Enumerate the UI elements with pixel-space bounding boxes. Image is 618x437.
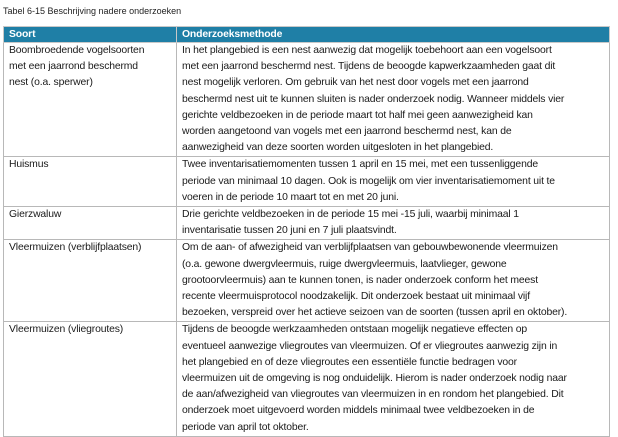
text-line: nest mogelijk verloren. Om gebruik van het nest door vogels met een jaarrond xyxy=(182,77,529,89)
text-line: gerichte veldbezoeken in de periode maart tot half mei geen aanwezigheid kan xyxy=(182,109,533,121)
research-table xyxy=(3,26,610,437)
text-line: Tijdens de beoogde werkzaamheden ontstaan mogelijk negatieve effecten op xyxy=(182,324,528,336)
soort-cell xyxy=(4,43,177,157)
table-row xyxy=(4,43,610,157)
text-line: met een jaarrond beschermd nest. Tijdens de beoogde kapwerkzaamheden gaat dit xyxy=(182,61,556,73)
table-row xyxy=(4,240,610,322)
soort-cell xyxy=(4,240,177,322)
header-soort: Soort xyxy=(4,27,177,43)
text-line: inventarisatie tussen 20 juni en 7 juli plaatsvindt. xyxy=(182,225,397,237)
text-line: Om de aan- of afwezigheid van verblijfplaatsen van gebouwbewonende vleermuizen xyxy=(182,242,558,254)
text-line: nest (o.a. sperwer) xyxy=(9,77,93,89)
text-line: vleermuizen uit de omgeving is nog onduidelijk. Hierom is nader onderzoek nodig naar xyxy=(182,373,567,385)
text-line: periode van minimaal 10 dagen. Ook is mogelijk om vier inventarisatiemoment uit te xyxy=(182,175,555,187)
text-line: (o.a. gewone dwergvleermuis, ruige dwergvleermuis, laatvlieger, gewone xyxy=(182,258,507,270)
text-line: Drie gerichte veldbezoeken in de periode 15 mei -15 juli, waarbij minimaal 1 xyxy=(182,209,519,221)
text-line: periode van april tot oktober. xyxy=(182,421,309,433)
table-row xyxy=(4,207,610,240)
text-line: aanwezigheid van deze soorten worden uitgesloten in het plangebied. xyxy=(182,142,494,154)
soort-cell xyxy=(4,207,177,240)
text-line: Huismus xyxy=(9,159,49,171)
table-header-row xyxy=(4,27,610,43)
text-line: Gierzwaluw xyxy=(9,209,62,221)
text-line: voeren in de periode 10 maart tot en met 20 juni. xyxy=(182,191,399,203)
text-line: beschermd nest uit te kunnen sluiten is nader onderzoek nodig. Wanneer middels vier xyxy=(182,93,565,105)
methode-cell xyxy=(177,43,610,157)
soort-cell xyxy=(4,322,177,436)
text-line: grootoorvleermuis) aan te kunnen tonen, is nader onderzoek conform het meest xyxy=(182,274,538,286)
text-line: eventueel aanwezige vliegroutes van vleermuizen. Of er vliegroutes aanwezig zijn in xyxy=(182,340,558,352)
text-line: worden aangetoond van vogels met een jaarrond beschermd nest, kan de xyxy=(182,126,512,138)
header-onderzoeksmethode: Onderzoeksmethode xyxy=(177,27,610,43)
text-line: bezoeken, verspreid over het actieve seizoen van de soorten (tussen april en oktober). xyxy=(182,307,568,319)
text-line: Twee inventarisatiemomenten tussen 1 april en 15 mei, met een tussenliggende xyxy=(182,159,538,171)
table-row xyxy=(4,322,610,436)
soort-cell xyxy=(4,157,177,207)
text-line: onderzoek moet uitgevoerd worden middels minimaal twee veldbezoeken in de xyxy=(182,405,535,417)
text-line: met een jaarrond beschermd xyxy=(9,61,138,73)
text-line: de aan/afwezigheid van vliegroutes van vleermuizen in en rondom het plangebied. Dit xyxy=(182,389,564,401)
methode-cell xyxy=(177,240,610,322)
methode-cell xyxy=(177,207,610,240)
text-line: Boombroedende vogelsoorten xyxy=(9,45,145,56)
methode-cell xyxy=(177,322,610,436)
text-line: het plangebied en of deze vliegroutes een essentiële functie bedragen voor xyxy=(182,356,517,368)
table-caption: Tabel 6-15 Beschrijving nadere onderzoeken xyxy=(3,6,182,16)
text-line: In het plangebied is een nest aanwezig dat mogelijk toebehoort aan een vogelsoort xyxy=(182,45,552,56)
methode-cell xyxy=(177,157,610,207)
table-row xyxy=(4,157,610,207)
text-line: Vleermuizen (vliegroutes) xyxy=(9,324,124,336)
text-line: Vleermuizen (verblijfplaatsen) xyxy=(9,242,142,254)
text-line: recente vleermuisprotocol noodzakelijk. Dit onderzoek bestaat uit minimaal vijf xyxy=(182,291,530,303)
